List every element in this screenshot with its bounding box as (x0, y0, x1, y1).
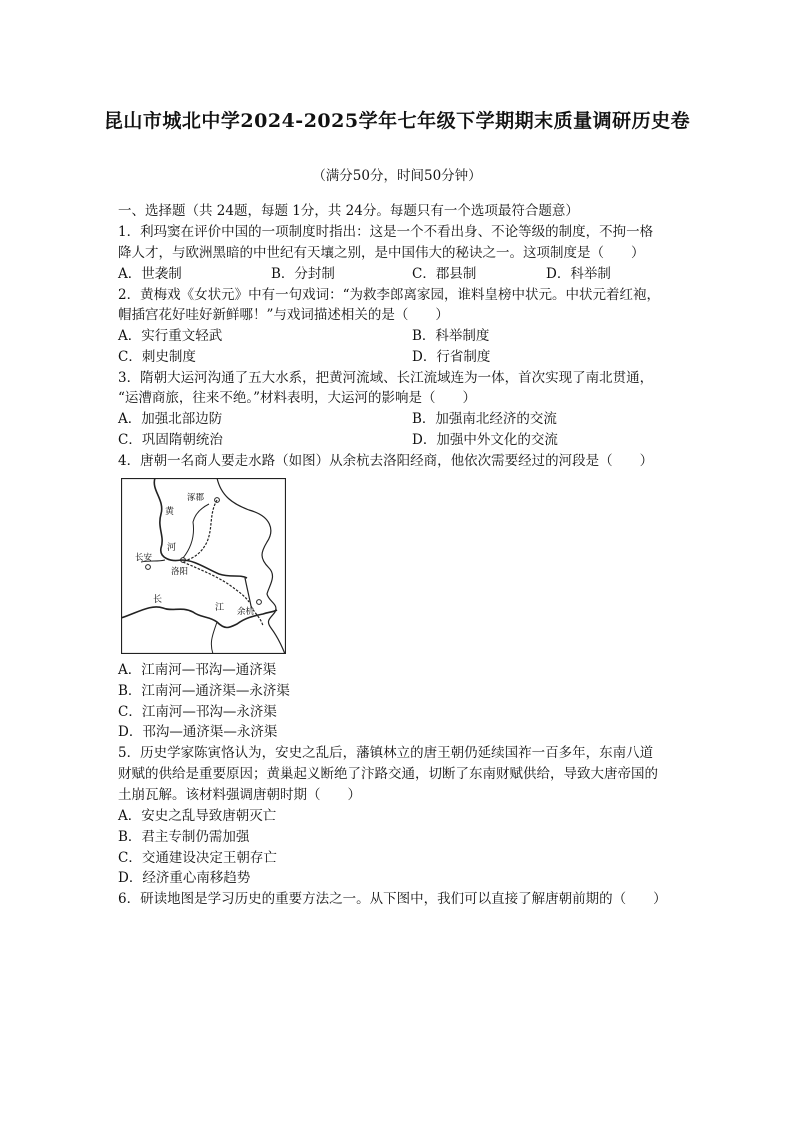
q4-option-d: D．邗沟—通济渠—永济渠 (118, 724, 278, 740)
q2-line-1: 2．黄梅戏《女状元》中有一句戏词：“为救李郎离家园，谁料皇榜中状元。中状元着红袍， (118, 287, 660, 303)
q2-option-b: B．科举制度 (412, 328, 490, 344)
section-heading: 一、选择题（共 24题，每题 1分，共 24分。每题只有一个选项最符合题意） (118, 203, 579, 219)
q1-option-b: B．分封制 (271, 266, 335, 282)
q1-line-1: 1．利玛窦在评价中国的一项制度时指出：这是一个不看出身、不论等级的制度，不拘一格 (118, 224, 654, 240)
q3-option-b: B．加强南北经济的交流 (412, 411, 557, 427)
q5-option-b: B．君主专制仍需加强 (118, 829, 250, 845)
q1-line-2: 降人才，与欧洲黑暗的中世纪有天壤之别，是中国伟大的秘诀之一。这项制度是（ ） (118, 245, 645, 261)
q2-line-2: 帽插宫花好哇好新鲜哪！”与戏词描述相关的是（ ） (118, 307, 449, 323)
q5-option-d: D．经济重心南移趋势 (118, 870, 251, 886)
q3-line-1: 3．隋朝大运河沟通了五大水系，把黄河流域、长江流域连为一体，首次实现了南北贯通， (118, 370, 654, 386)
label-changan: 长安 (135, 553, 153, 563)
grand-canal-map (121, 478, 286, 654)
q3-option-d: D．加强中外文化的交流 (412, 432, 558, 448)
label-jiang: 江 (215, 603, 225, 613)
label-yuhang: 余杭 (237, 607, 255, 617)
q4-option-c: C．江南河—邗沟—永济渠 (118, 704, 277, 720)
label-luoyang: 洛阳 (171, 567, 189, 577)
label-he: 河 (167, 543, 177, 553)
q1-option-d: D．科举制 (546, 266, 611, 282)
exam-subtitle: （满分50分，时间50分钟） (312, 168, 482, 184)
q2-option-a: A．实行重文轻武 (118, 328, 223, 344)
q4-option-a: A．江南河—邗沟—通济渠 (118, 662, 277, 678)
label-zhuojun: 涿郡 (187, 493, 205, 503)
label-huang: 黄 (165, 507, 175, 517)
q5-option-c: C．交通建设决定王朝存亡 (118, 850, 277, 866)
page-title: 昆山市城北中学2024-2025学年七年级下学期期末质量调研历史卷 (103, 110, 691, 132)
label-chang: 长 (153, 595, 163, 605)
q1-option-a: A．世袭制 (118, 266, 182, 282)
q1-option-c: C．郡县制 (412, 266, 477, 282)
q6-line-1: 6．研读地图是学习历史的重要方法之一。从下图中，我们可以直接了解唐朝前期的（ ） (118, 891, 667, 907)
q5-line-1: 5．历史学家陈寅恪认为，安史之乱后，藩镇林立的唐王朝仍延续国祚一百多年，东南八道 (118, 745, 654, 761)
q3-line-2: “运漕商旅，往来不绝。”材料表明，大运河的影响是（ ） (118, 390, 477, 406)
q2-option-d: D．行省制度 (412, 349, 491, 365)
q4-option-b: B．江南河—通济渠—永济渠 (118, 683, 290, 699)
q3-option-c: C．巩固隋朝统治 (118, 432, 223, 448)
q5-option-a: A．安史之乱导致唐朝灭亡 (118, 808, 277, 824)
q4-line-1: 4．唐朝一名商人要走水路（如图）从余杭去洛阳经商，他依次需要经过的河段是（ ） (118, 453, 654, 469)
q5-line-3: 土崩瓦解。该材料强调唐朝时期（ ） (118, 787, 361, 803)
q2-option-c: C．刺史制度 (118, 349, 196, 365)
q3-option-a: A．加强北部边防 (118, 411, 223, 427)
q5-line-2: 财赋的供给是重要原因；黄巢起义断绝了汴路交通，切断了东南财赋供给，导致大唐帝国的 (118, 766, 658, 782)
